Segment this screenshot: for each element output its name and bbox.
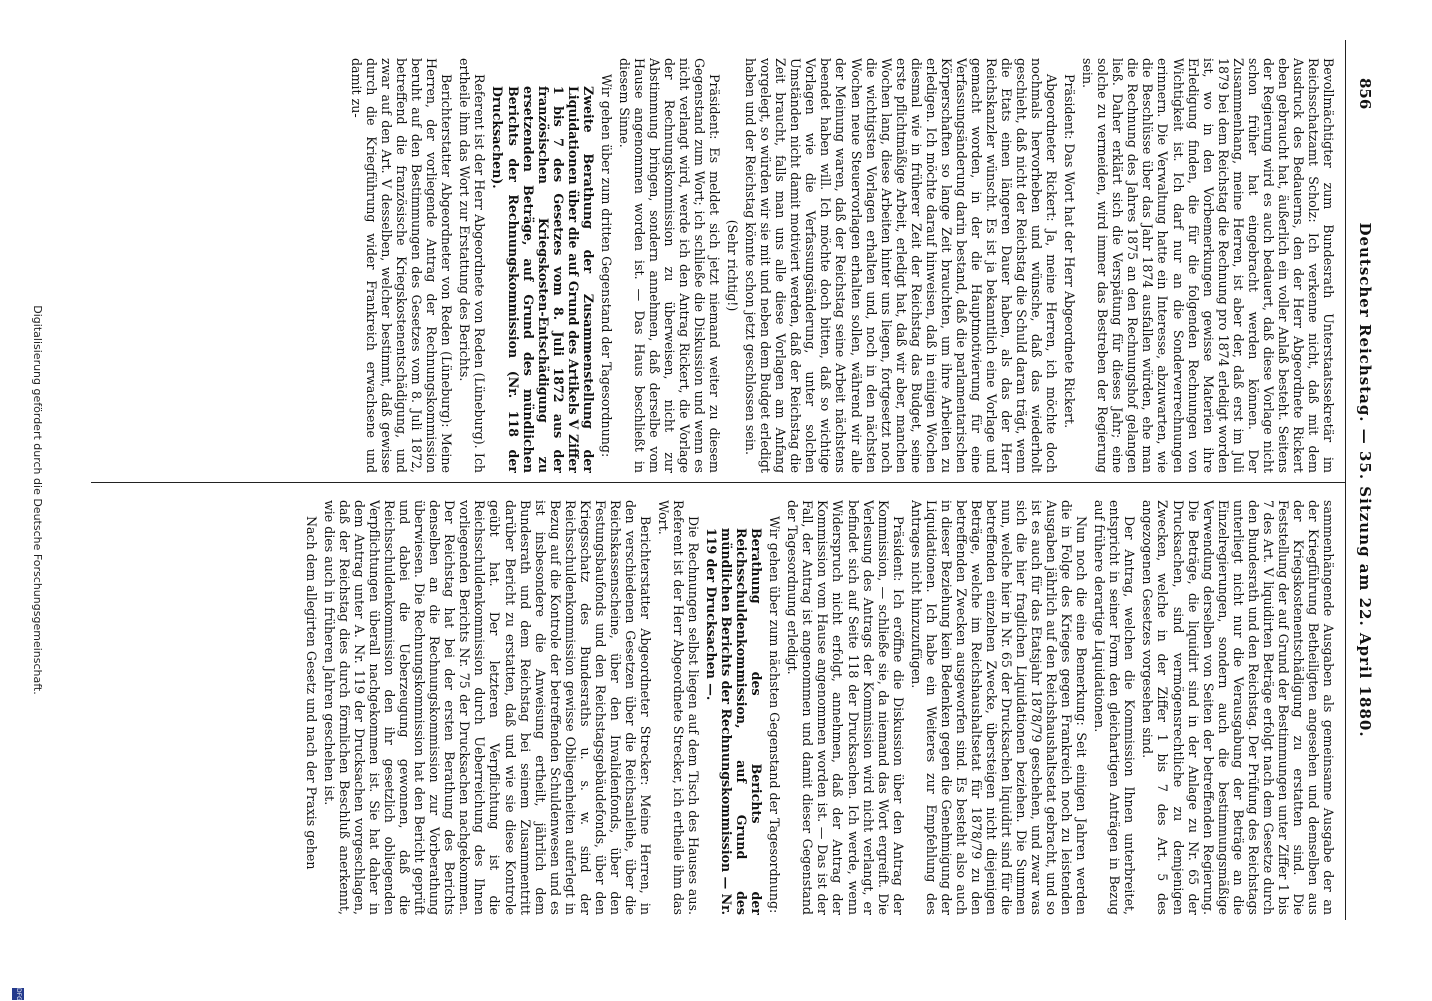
page-header xyxy=(1350,40,1380,920)
paragraph: Nun noch die eine Bemerkung: Seit einigen Jahren werden die in Folge des Krieges gegen Frankreich noch zu leistenden Ausgaben jährlich auf den Reichshaushaltsetat gebracht, und so ist es auch für das Etatsjahr 1878/79 geschehen, und zwar was sich die hier fraglichen Liquidationen beziehen. Die Summen nun, welche hier in Nr. 65 der Drucksachen liquidirt sind für die betreffenden einzelnen Zwecke, übersteigen nicht diejenigen Beträge, welche im Reichshaushaltsetat für 1878/79 zu den betreffenden Zwecken ausgeworfen sind. Es besteht also auch in dieser Beziehung kein Bedenken gegen die Genehmigung der Liquidationen. Ich habe ein Weiteres zur Empfehlung des Antrages nicht hinzuzufügen. xyxy=(908,500,1090,915)
paragraph: (Sehr richtig!) xyxy=(725,219,741,312)
paragraph: Präsident: Es meldet sich jetzt niemand weiter zu diesem Gegenstand zum Wort; ich schließe die Diskussion und wenn es nicht verlangt wird, werde ich den Antrag Rickert, die Vorlage der Rechnungskommission zu überweisen, nicht zur Abstimmung bringen, sondern annehmen, daß derselbe vom Hause angenommen worden ist. — Das Haus beschließt in diesem Sinne. xyxy=(616,58,723,473)
paragraph: Berichterstatter Abgeordneter von Reden (Lüneburg): Meine Herren, der vorliegende Antrag der Rechnungskommission beruht auf den Bestimmungen des Gesetzes vom 8. Juli 1872, betreffend die französische Kriegskostenentschädigung, und zwar auf den Art. V desselben, welcher bestimmt, daß gewisse durch die Kriegführung wider Frankreich erwachsene und damit zu- xyxy=(349,58,455,473)
page-number: 856 xyxy=(1356,78,1374,110)
paragraph: Referent ist der Herr Abgeordnete von Reden (Lüneburg). Ich ertheile ihm das Wort zur Erstattung des Berichts. xyxy=(457,58,488,473)
right-column xyxy=(101,500,1336,915)
paragraph: Wir gehen über zum dritten Gegenstand der Tagesordnung: xyxy=(598,74,614,458)
paragraph: Berathung des Berichts der Reichsschuldenkommission, auf Grund des mündlichen Berichts der Rechnungskommission — Nr. 119 der Drucksachen —. xyxy=(704,528,765,915)
paragraph: Abgeordneter Rickert: Ja, meine Herren, ich möchte doch nochmals hervorheben und wünsche, daß das wiederholt geschieht, daß nicht der Reichstag die Schuld daran trägt, wenn die Etats einen längeren Dauer haben, als das der Herr Reichskanzler wünscht. Es ist ja bekanntlich eine Vorlage und gemacht worden, in der die Hauptmotivierung für eine Verfassungsänderung darin bestand, daß die parlamentarischen Körperschaften so lange Zeit brauchten, um ihre Arbeiten zu erledigen. Ich möchte darauf hinweisen, daß in einigen Wochen diesmal wie in früherer Zeit der Reichstag das Budget, seine erste pflichtmäßige Arbeit, erledigt hat, daß wir aber, manchen Wochen lang, diese Arbeiten hinter uns liegen, fortgesetzt noch die wichtigsten Vorlagen erhalten und, noch in den nächsten Wochen neue Steuervorlagen erhalten sollen, während wir alle der Meinung waren, daß der Reichstag seine Arbeit nächstens beendet haben will. Ich möchte doch bitten, daß so wichtige Vorlagen wie die Verfassungsänderung, unter solchen Umständen nicht damit motiviert werden, daß der Reichstag die Zeit braucht, falls man uns alle diese Vorlagen am Anfang vorgelegt, so würden wir sie mit und neben dem Budget erledigt haben und der Reichstag könnte schon jetzt geschlossen sein. xyxy=(743,58,1060,473)
paragraph: sammenhängende Ausgaben als gemeinsame Ausgabe der an der Kriegführung Betheiligten angesehen und demselben aus der Kriegskostenentschädigung zu erstatten sind. Die Feststellung der auf Grund der Bestimmungen unter Ziffer 1 bis 7 des Art. V liquidirten Beträge erfolgt nach dem Gesetze durch den Bundesrath und den Reichstag. Der Prüfung des Reichstags unterliegt nicht nur die Verausgabung der Beträge an die Einzelregierungen, sondern auch die bestimmungsmäßige Verwendung derselben von Seiten der betreffenden Regierung. Die Beträge, die liquidirt sind in der Anlage zu Nr. 65 der Drucksachen, sind vermögensrechtliche zu demjenigen Zwecken, welche in der Ziffer 1 bis 7 des Art. 5 des angezogenen Gesetzes vorgesehen sind. xyxy=(1140,500,1336,915)
paragraph: Nach dem allegirten Gesetz und nach der Praxis gehen xyxy=(303,516,319,870)
paragraph: Der Antrag, welchen die Kommission Ihnen unterbreitet, entspricht in seiner Form den gleichartigen Anträgen in Bezug auf frühere derartige Liquidationen. xyxy=(1092,500,1138,915)
header-rule xyxy=(1345,40,1346,920)
paragraph: Präsident: Das Wort hat der Herr Abgeordnete Rickert. xyxy=(1062,74,1078,429)
page-title: Deutscher Reichstag. — 35. Sitzung am 22. April 1880. xyxy=(1356,222,1374,738)
paragraph: Zweite Berathung der Zusammenstellung der Liquidationen über die auf Grund des Artikels V Ziffer 1 bis 7 des Gesetzes vom 8. Juli 1872 aus der französischen Kriegskosten-Entschädigung zu ersetzenden Beträge, auf Grund des mündlichen Berichts der Rechnungskommission (Nr. 118 der Drucksachen). xyxy=(490,86,596,473)
dfg-logo-icon: DFG xyxy=(12,988,24,1000)
paragraph: Die Rechnungen selbst liegen auf dem Tisch des Hauses aus. Referent ist der Herr Abgeordnete Strecker, ich ertheile ihm das Wort. xyxy=(655,500,702,915)
digitization-note: Digitalisierung gefördert durch die Deutsche Forschungsgemeinschaft. xyxy=(31,305,44,695)
column-divider xyxy=(91,482,1346,483)
left-column xyxy=(101,58,1336,473)
paragraph: Wir gehen über zum nächsten Gegenstand der Tagesordnung: xyxy=(767,516,783,914)
paragraph: Präsident: Ich eröffne die Diskussion über den Antrag der Kommission, — schließe sie, da niemand das Wort ergreift. Die Verlesung des Antrags der Kommission wird nicht verlangt, er befindet sich auf Seite 118 der Drucksachen. Ich werde, wenn Widerspruch nicht erfolgt, annehmen, daß der Antrag der Kommission vom Hause angenommen worden ist. — Das ist der Fall, der Antrag ist angenommen und damit dieser Gegenstand der Tagesordnung erledigt. xyxy=(785,500,906,915)
paragraph: Bevollmächtigter zum Bundesrath Unterstaatssekretär im Reichsschatzamt Scholz: Ich verkenne nicht, daß mit dem Ausdruck des Bedauerns, den der Herr Abgeordnete Rickert eben gebraucht hat, äußerlich ein voller Anlaß besteht. Seitens der Regierung wird es auch bedauert, daß diese Vorlage nicht schon früher hat eingebracht werden können. Der Zusammenhang, meine Herren, ist aber der, daß erst im Juli 1879 bei dem Reichstag die Rechnung pro 1874 erledigt worden ist, wo in den Vorbemerkungen gewisse Materien ihre Erledigung finden, die für die folgenden Rechnungen von Wichtigkeit ist. Ich darf nur an die Sonderverrechnungen erinnern. Die Verwaltung hatte ein Interesse, abzuwarten, wie die Beschlüsse über das Jahr 1874 ausfallen würden, ehe man die Rechnung des Jahres 1875 an den Rechnungshof gelangen ließ. Daher erklärt sich die Verspätung für dieses Jahr; eine solche zu vermeiden, wird immer das Bestreben der Regierung sein. xyxy=(1080,58,1336,473)
paragraph: Berichterstatter Abgeordneter Strecker: Meine Herren, in den verschiedenen Gesetzen über die Reichsanleihe, über die Reichskassenscheine, über den Invalidenfonds, über den Festungsbaufonds und den Reichstagsgebäudefonds, über den Kriegsschatz des Bundesraths u. s. w. sind der Reichsschuldenkommission gewisse Obliegenheiten auferlegt in Bezug auf die Kontrole der betreffenden Schuldenwesen und es ist insbesondere die Anweisung ertheilt, jährlich dem Bundesrath und dem Reichstag bei seinem Zusammentritt darüber Bericht zu erstatten, daß und wie sie diese Kontrole geübt hat. Der letzteren Verpflichtung ist die Reichsschuldenkommission durch Ueberreichung des Ihnen vorliegenden Berichts Nr. 75 der Drucksachen nachgekommen. Der Reichstag hat bei der ersten Berathung des Berichts denselben an die Rechnungskommission zur Vorberathung überwiesen. Die Rechnungskommission hat den Bericht geprüft und dabei die Ueberzeugung gewonnen, daß die Reichsschuldenkommission den ihr gesetzlich obliegenden Verpflichtungen überall nachgekommen ist. Sie hat daher in dem Antrag unter A. Nr. 119 der Drucksachen vorgeschlagen, daß der Reichstag dies durch förmlichen Beschluß anerkennt, wie dies auch in früheren Jahren geschehen ist. xyxy=(321,500,653,915)
